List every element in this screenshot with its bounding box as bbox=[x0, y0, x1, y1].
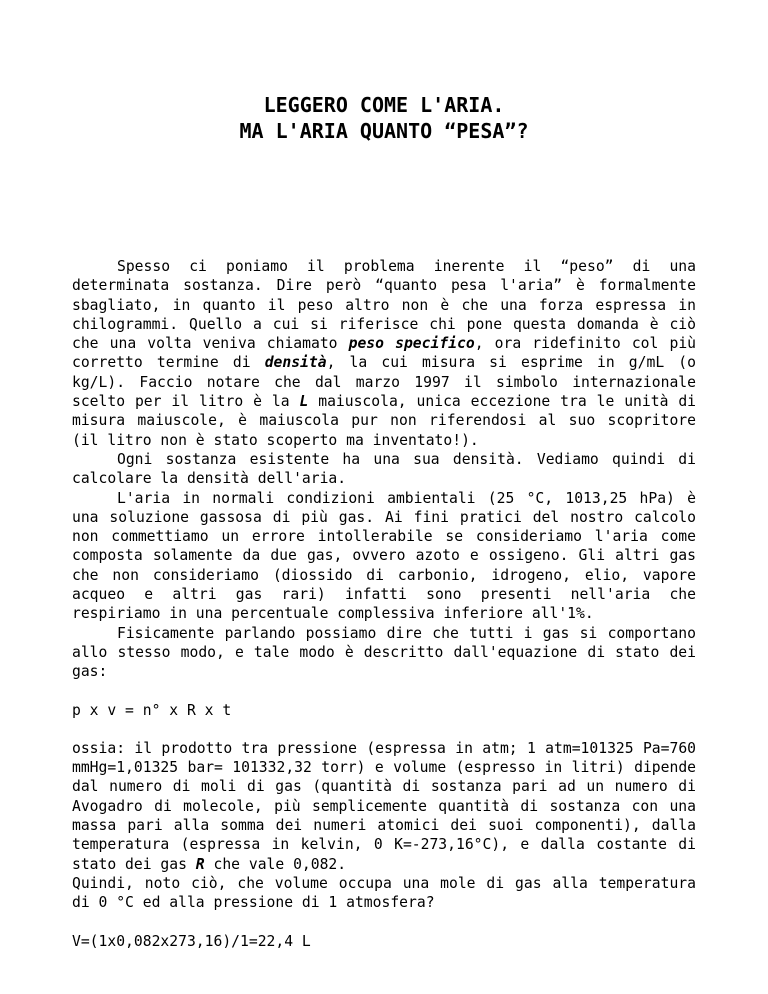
symbol-litro: L bbox=[299, 393, 309, 411]
term-densita: densità bbox=[264, 354, 327, 372]
paragraph-4: Fisicamente parlando possiamo dire che tutti i gas si comportano allo stesso modo, e tale modo è descritto dall'equazione di stato dei gas: bbox=[72, 624, 696, 681]
document-title bbox=[72, 92, 696, 144]
paragraph-5 bbox=[72, 739, 696, 874]
paragraph-1-text-e: , la cui misura si esprime in g/mL (o kg/L). Faccio notare che dal marzo 1997 il simbolo internazionale scelto per il litro è la bbox=[72, 354, 696, 411]
equation-molar-volume: V=(1x0,082x273,16)/1=22,4 L bbox=[72, 932, 311, 950]
paragraph-1-text-a: Spesso ci poniamo il problema inerente il “peso” di una determinata sostanza. Dire però “quanto pesa l'aria” è formalmente sbagliato, in quanto il peso altro non è che una forza espressa in chilogrammi. Quello a cui si riferisce chi pone questa domanda è ciò che una volta veniva chiamato bbox=[72, 258, 696, 353]
paragraph-1-text-g: maiuscola, unica eccezione tra le unità di misura maiuscole, è maiuscola pur non riferendosi al suo scopritore (il litro non è stato scoperto ma inventato!). bbox=[72, 393, 696, 449]
term-peso-specifico: peso specifico bbox=[348, 335, 475, 353]
equation-state-of-gas: p x v = n° x R x t bbox=[72, 701, 232, 719]
paragraph-3: L'aria in normali condizioni ambientali (25 °C, 1013,25 hPa) è una soluzione gassosa di più gas. Ai fini pratici del nostro calcolo non commettiamo un errore intollerabile se consideriamo l'aria come composta solamente da due gas, ovvero azoto e ossigeno. Gli altri gas che non consideriamo (diossido di carbonio, idrogeno, elio, vapore acqueo e altri gas rari) infatti sono presenti nell'aria che respiriamo in una percentuale complessiva inferiore all'1%. bbox=[72, 489, 696, 623]
paragraph-2: Ogni sostanza esistente ha una sua densità. Vediamo quindi di calcolare la densità dell'aria. bbox=[72, 450, 696, 488]
paragraph-5-text-a: ossia: il prodotto tra pressione (espressa in atm; 1 atm=101325 Pa=760 mmHg=1,01325 bar= 101332,32 torr) e volume (espresso in litri) dipende dal numero di moli di gas (quantità di sostanza pari ad un numero di Avogadro di molecole, più semplicemente quantità di sostanza con una massa pari alla somma dei numeri atomici dei suoi componenti), dalla temperatura (espressa in kelvin, 0 K=-273,16°C), e dalla costante di stato dei gas bbox=[72, 739, 696, 873]
paragraph-1 bbox=[72, 257, 696, 450]
paragraph-6: Quindi, noto ciò, che volume occupa una mole di gas alla temperatura di 0 °C ed alla pressione di 1 atmosfera? bbox=[72, 874, 696, 912]
paragraph-5-text-c: che vale 0,082. bbox=[204, 855, 347, 873]
title-line-2: MA L'ARIA QUANTO “PESA”? bbox=[239, 119, 529, 143]
document-body bbox=[72, 257, 696, 951]
paragraph-1-text-c: , ora ridefinito col più corretto termine di bbox=[72, 335, 697, 372]
title-line-1: LEGGERO COME L'ARIA. bbox=[263, 93, 505, 117]
symbol-gas-constant: R bbox=[195, 855, 205, 873]
